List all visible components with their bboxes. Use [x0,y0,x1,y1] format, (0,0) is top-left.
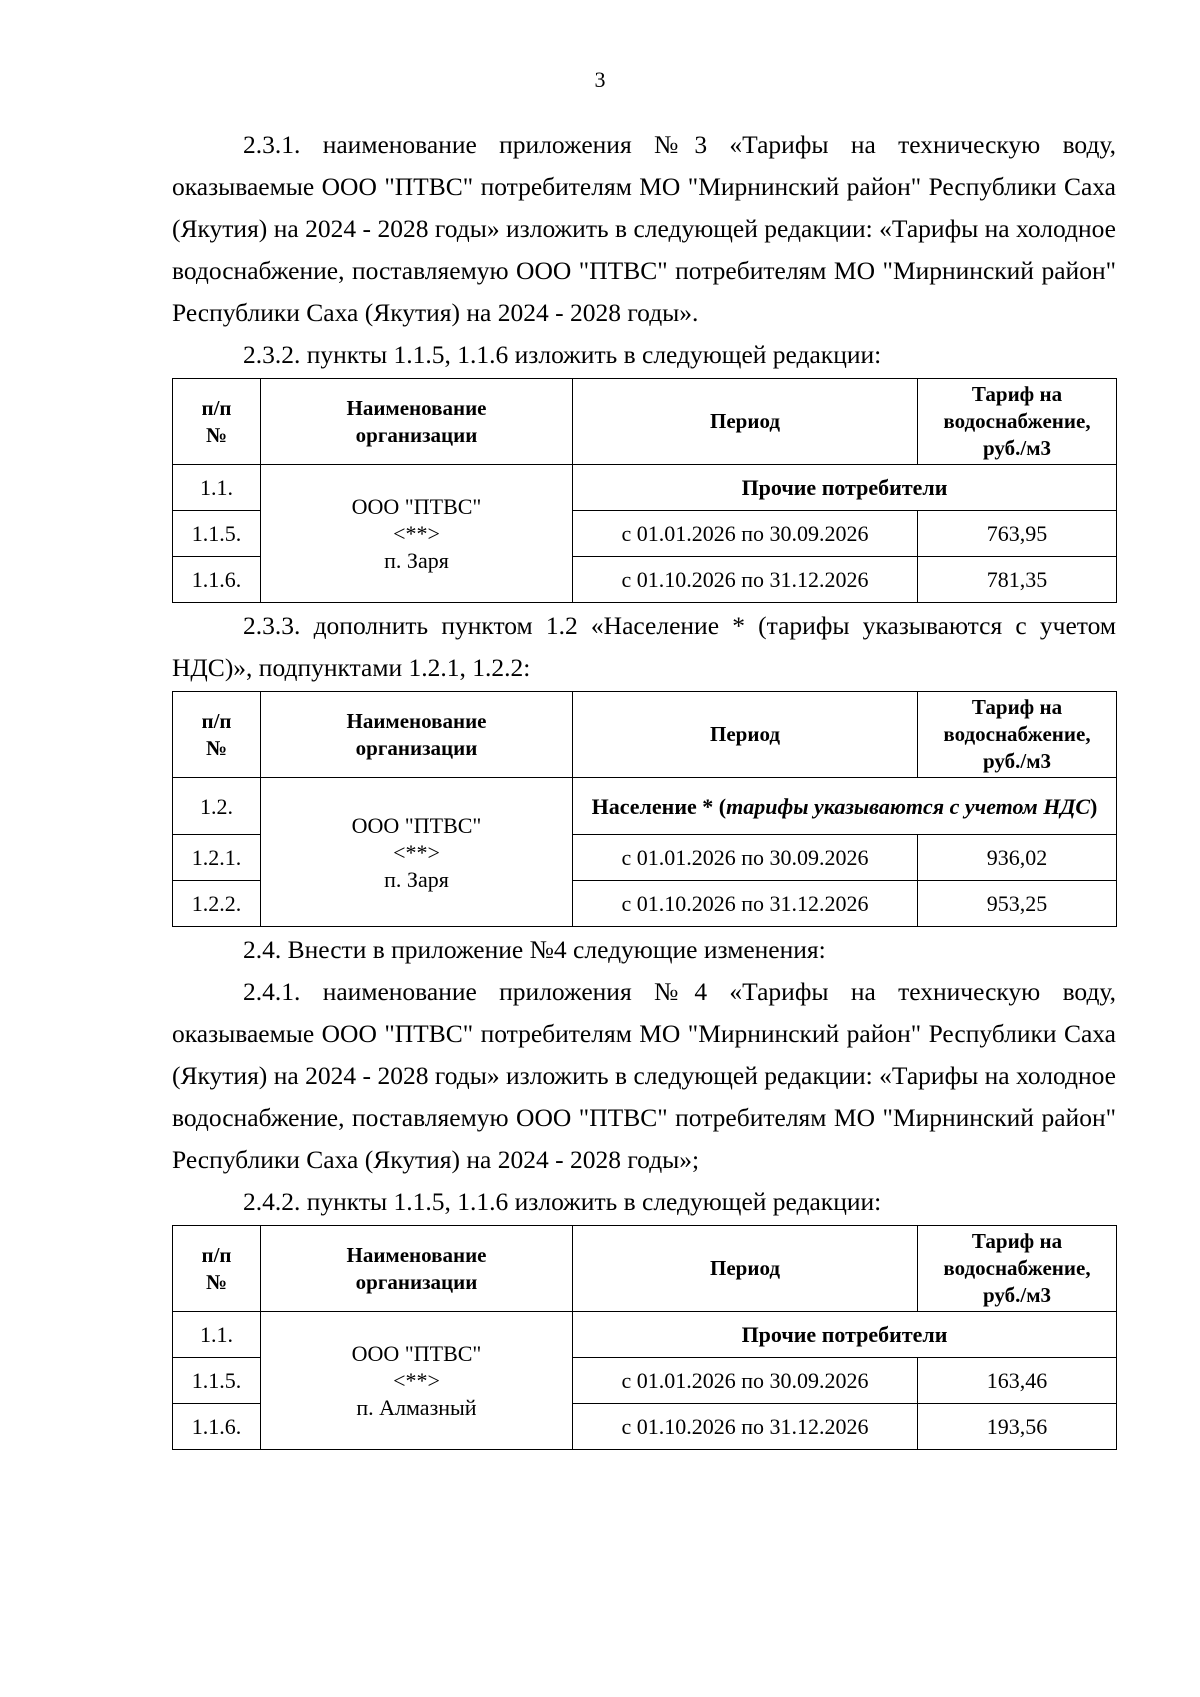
header-tariff: Тариф на водоснабжение, руб./м3 [918,379,1117,465]
header-org: Наименование организации [261,1226,573,1312]
table-row [173,1312,1117,1358]
section-title: Население * (тарифы указываются с учетом НДС) [573,778,1117,835]
row-period: с 01.01.2026 по 30.09.2026 [573,835,918,881]
paragraph-2-3-2: 2.3.2. пункты 1.1.5, 1.1.6 изложить в следующей редакции: [243,340,882,369]
row-num: 1.1. [173,465,261,511]
paragraph-2-4-1: 2.4.1. наименование приложения №4 «Тарифы на техническую воду, оказываемые ООО "ПТВС" потребителям МО "Мирнинский район" Республики Саха (Якутия) на 2024 - 2028 годы» изложить в следующей редакции: «Тарифы на холодное водоснабжение, поставляемую ООО "ПТВС" потребителям МО "Мирнинский район" Республики Саха (Якутия) на 2024 - 2028 годы»; [172,977,1116,1174]
row-num: 1.2.2. [173,881,261,927]
header-period: Период [573,379,918,465]
row-num: 1.1.5. [173,511,261,557]
page-number: 3 [594,67,606,92]
org-cell: ООО "ПТВС" <**> п. Заря [261,465,573,603]
header-org: Наименование организации [261,692,573,778]
row-period: с 01.01.2026 по 30.09.2026 [573,511,918,557]
header-tariff: Тариф на водоснабжение, руб./м3 [918,1226,1117,1312]
row-num: 1.1.6. [173,557,261,603]
paragraph-2-4: 2.4. Внести в приложение №4 следующие изменения: [243,935,826,964]
tariff-table-zarya-population [172,691,1117,927]
row-period: с 01.01.2026 по 30.09.2026 [573,1358,918,1404]
section-title: Прочие потребители [573,1312,1117,1358]
row-tariff: 163,46 [918,1358,1117,1404]
header-org: Наименование организации [261,379,573,465]
row-num: 1.1.5. [173,1358,261,1404]
org-cell: ООО "ПТВС" <**> п. Алмазный [261,1312,573,1450]
row-num: 1.1. [173,1312,261,1358]
header-num: п/п № [173,1226,261,1312]
document-body [172,124,1116,1452]
paragraph-2-3-1: 2.3.1. наименование приложения №3 «Тарифы на техническую воду, оказываемые ООО "ПТВС" потребителям МО "Мирнинский район" Республики Саха (Якутия) на 2024 - 2028 годы» изложить в следующей редакции: «Тарифы на холодное водоснабжение, поставляемую ООО "ПТВС" потребителям МО "Мирнинский район" Республики Саха (Якутия) на 2024 - 2028 годы». [172,130,1116,327]
row-period: с 01.10.2026 по 31.12.2026 [573,557,918,603]
section-title: Прочие потребители [573,465,1117,511]
header-period: Период [573,1226,918,1312]
header-period: Период [573,692,918,778]
table-row [173,778,1117,835]
tariff-table-almazny-other [172,1225,1117,1450]
row-tariff: 953,25 [918,881,1117,927]
table-header-row [173,692,1117,778]
header-tariff: Тариф на водоснабжение, руб./м3 [918,692,1117,778]
org-cell: ООО "ПТВС" <**> п. Заря [261,778,573,927]
row-tariff: 193,56 [918,1404,1117,1450]
row-period: с 01.10.2026 по 31.12.2026 [573,881,918,927]
table-row [173,465,1117,511]
tariff-table-zarya-other [172,378,1117,603]
row-tariff: 936,02 [918,835,1117,881]
table-header-row [173,1226,1117,1312]
row-num: 1.1.6. [173,1404,261,1450]
row-period: с 01.10.2026 по 31.12.2026 [573,1404,918,1450]
row-tariff: 781,35 [918,557,1117,603]
row-num: 1.2.1. [173,835,261,881]
paragraph-2-3-3: 2.3.3. дополнить пунктом 1.2 «Население * (тарифы указываются с учетом НДС)», подпунктами 1.2.1, 1.2.2: [172,611,1116,682]
paragraph-2-4-2: 2.4.2. пункты 1.1.5, 1.1.6 изложить в следующей редакции: [243,1187,882,1216]
row-tariff: 763,95 [918,511,1117,557]
table-header-row [173,379,1117,465]
row-num: 1.2. [173,778,261,835]
header-num: п/п № [173,692,261,778]
header-num: п/п № [173,379,261,465]
